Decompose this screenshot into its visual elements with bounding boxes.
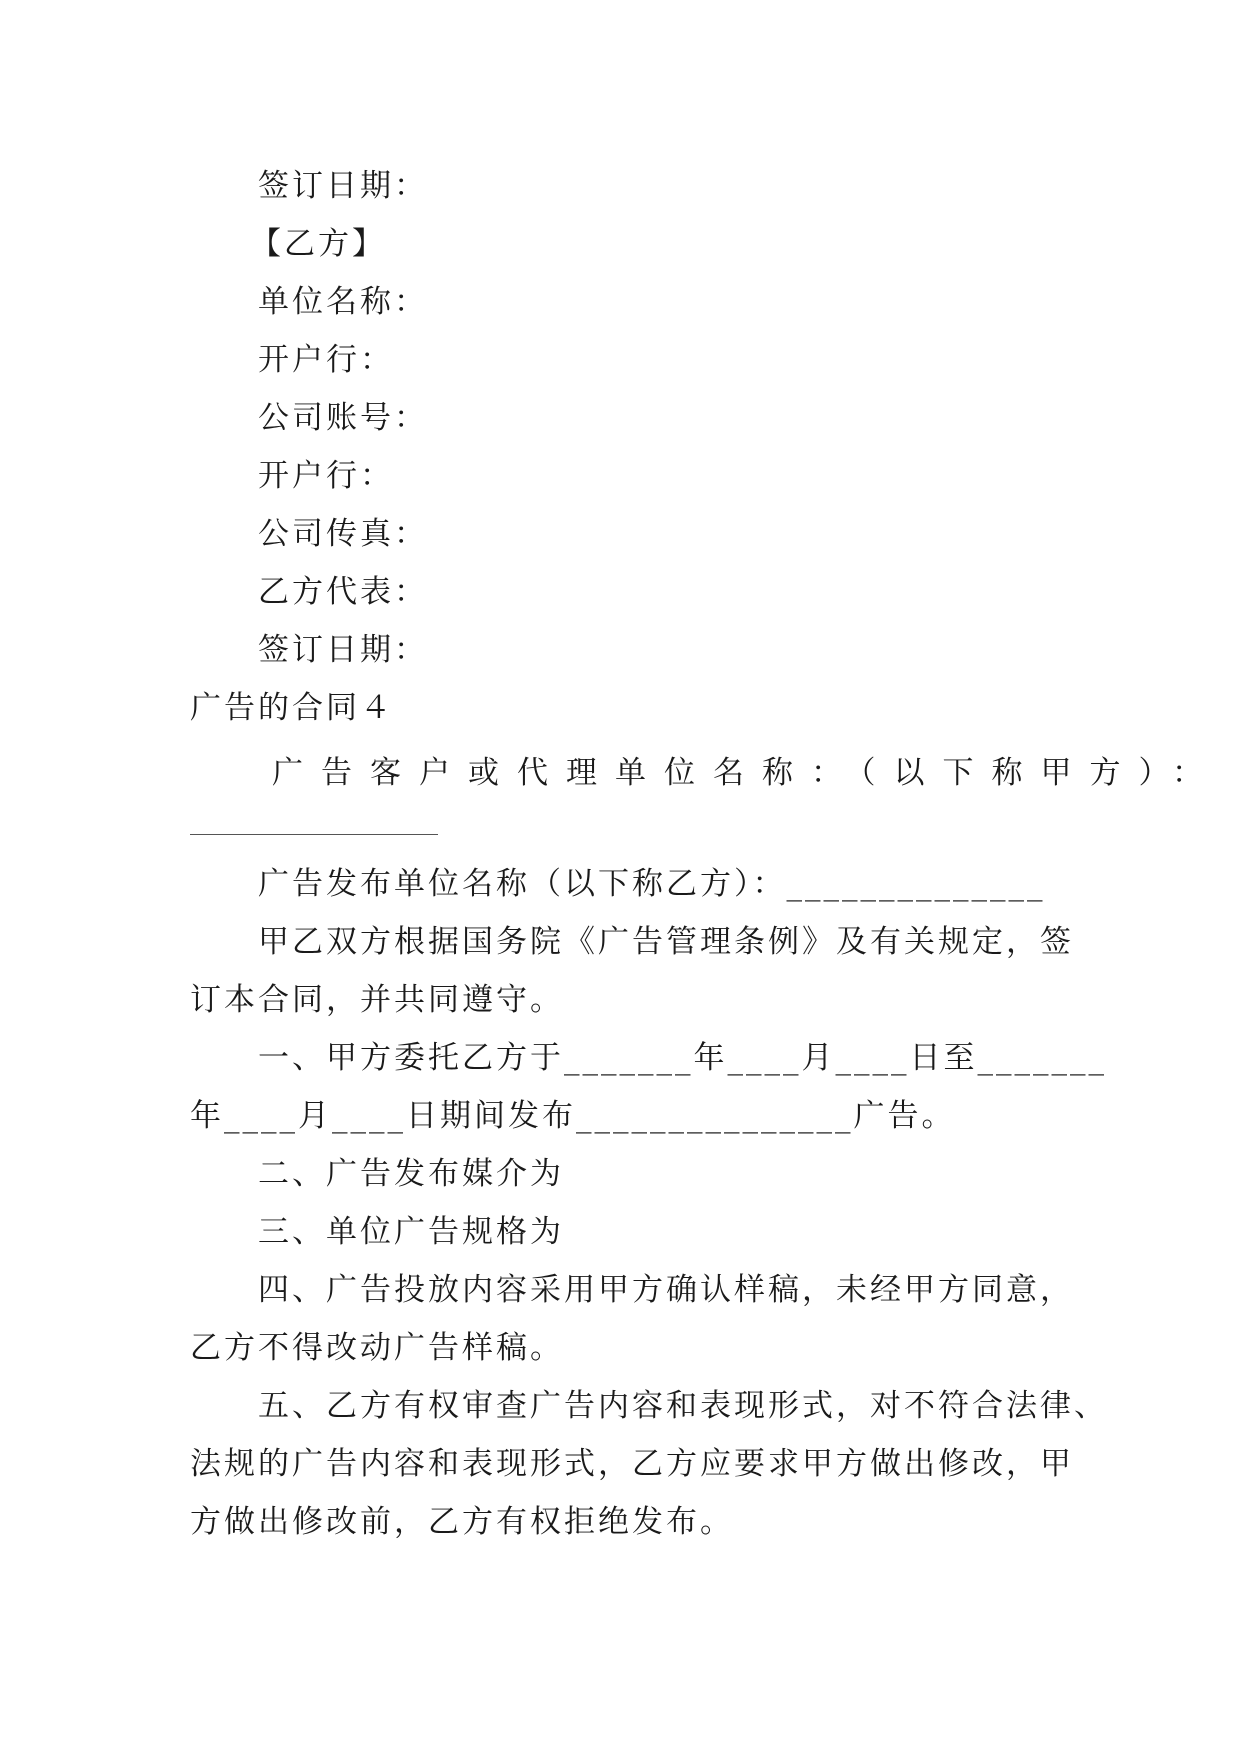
intro-line-1: 甲乙双方根据国务院《广告管理条例》及有关规定，签 [258, 924, 1074, 960]
sign-date-label: 签订日期： [258, 168, 428, 204]
account-label: 公司账号： [258, 400, 428, 436]
clause-3: 三、单位广告规格为 [258, 1214, 564, 1250]
section-title: 广告的合同４ [190, 690, 394, 726]
publisher-name-line: 广告发布单位名称（以下称乙方）：______________ [258, 866, 1046, 902]
unit-name-label: 单位名称： [258, 284, 428, 320]
clause-5-line-1: 五、乙方有权审查广告内容和表现形式，对不符合法律、 [258, 1388, 1108, 1424]
clause-1-line-1: 一、甲方委托乙方于_______年____月____日至_______ [258, 1040, 1107, 1076]
clause-1-line-2: 年____月____日期间发布_______________广告。 [190, 1098, 956, 1134]
clause-5-line-3: 方做出修改前，乙方有权拒绝发布。 [190, 1504, 734, 1540]
clause-4-line-1: 四、广告投放内容采用甲方确认样稿，未经甲方同意， [258, 1272, 1074, 1308]
sign-date-label-2: 签订日期： [258, 632, 428, 668]
party-b-heading: 【乙方】 [250, 226, 386, 262]
clause-4-line-2: 乙方不得改动广告样稿。 [190, 1330, 564, 1366]
intro-line-2: 订本合同，并共同遵守。 [190, 982, 564, 1018]
fax-label: 公司传真： [258, 516, 428, 552]
clause-2: 二、广告发布媒介为 [258, 1156, 564, 1192]
bank-label-2: 开户行： [258, 458, 394, 494]
bank-label: 开户行： [258, 342, 394, 378]
clause-5-line-2: 法规的广告内容和表现形式，乙方应要求甲方做出修改，甲 [190, 1446, 1074, 1482]
client-name-blank [190, 834, 438, 835]
client-name-line: 广告客户或代理单位名称：（以下称甲方）： [272, 755, 1221, 791]
representative-label: 乙方代表： [258, 574, 428, 610]
